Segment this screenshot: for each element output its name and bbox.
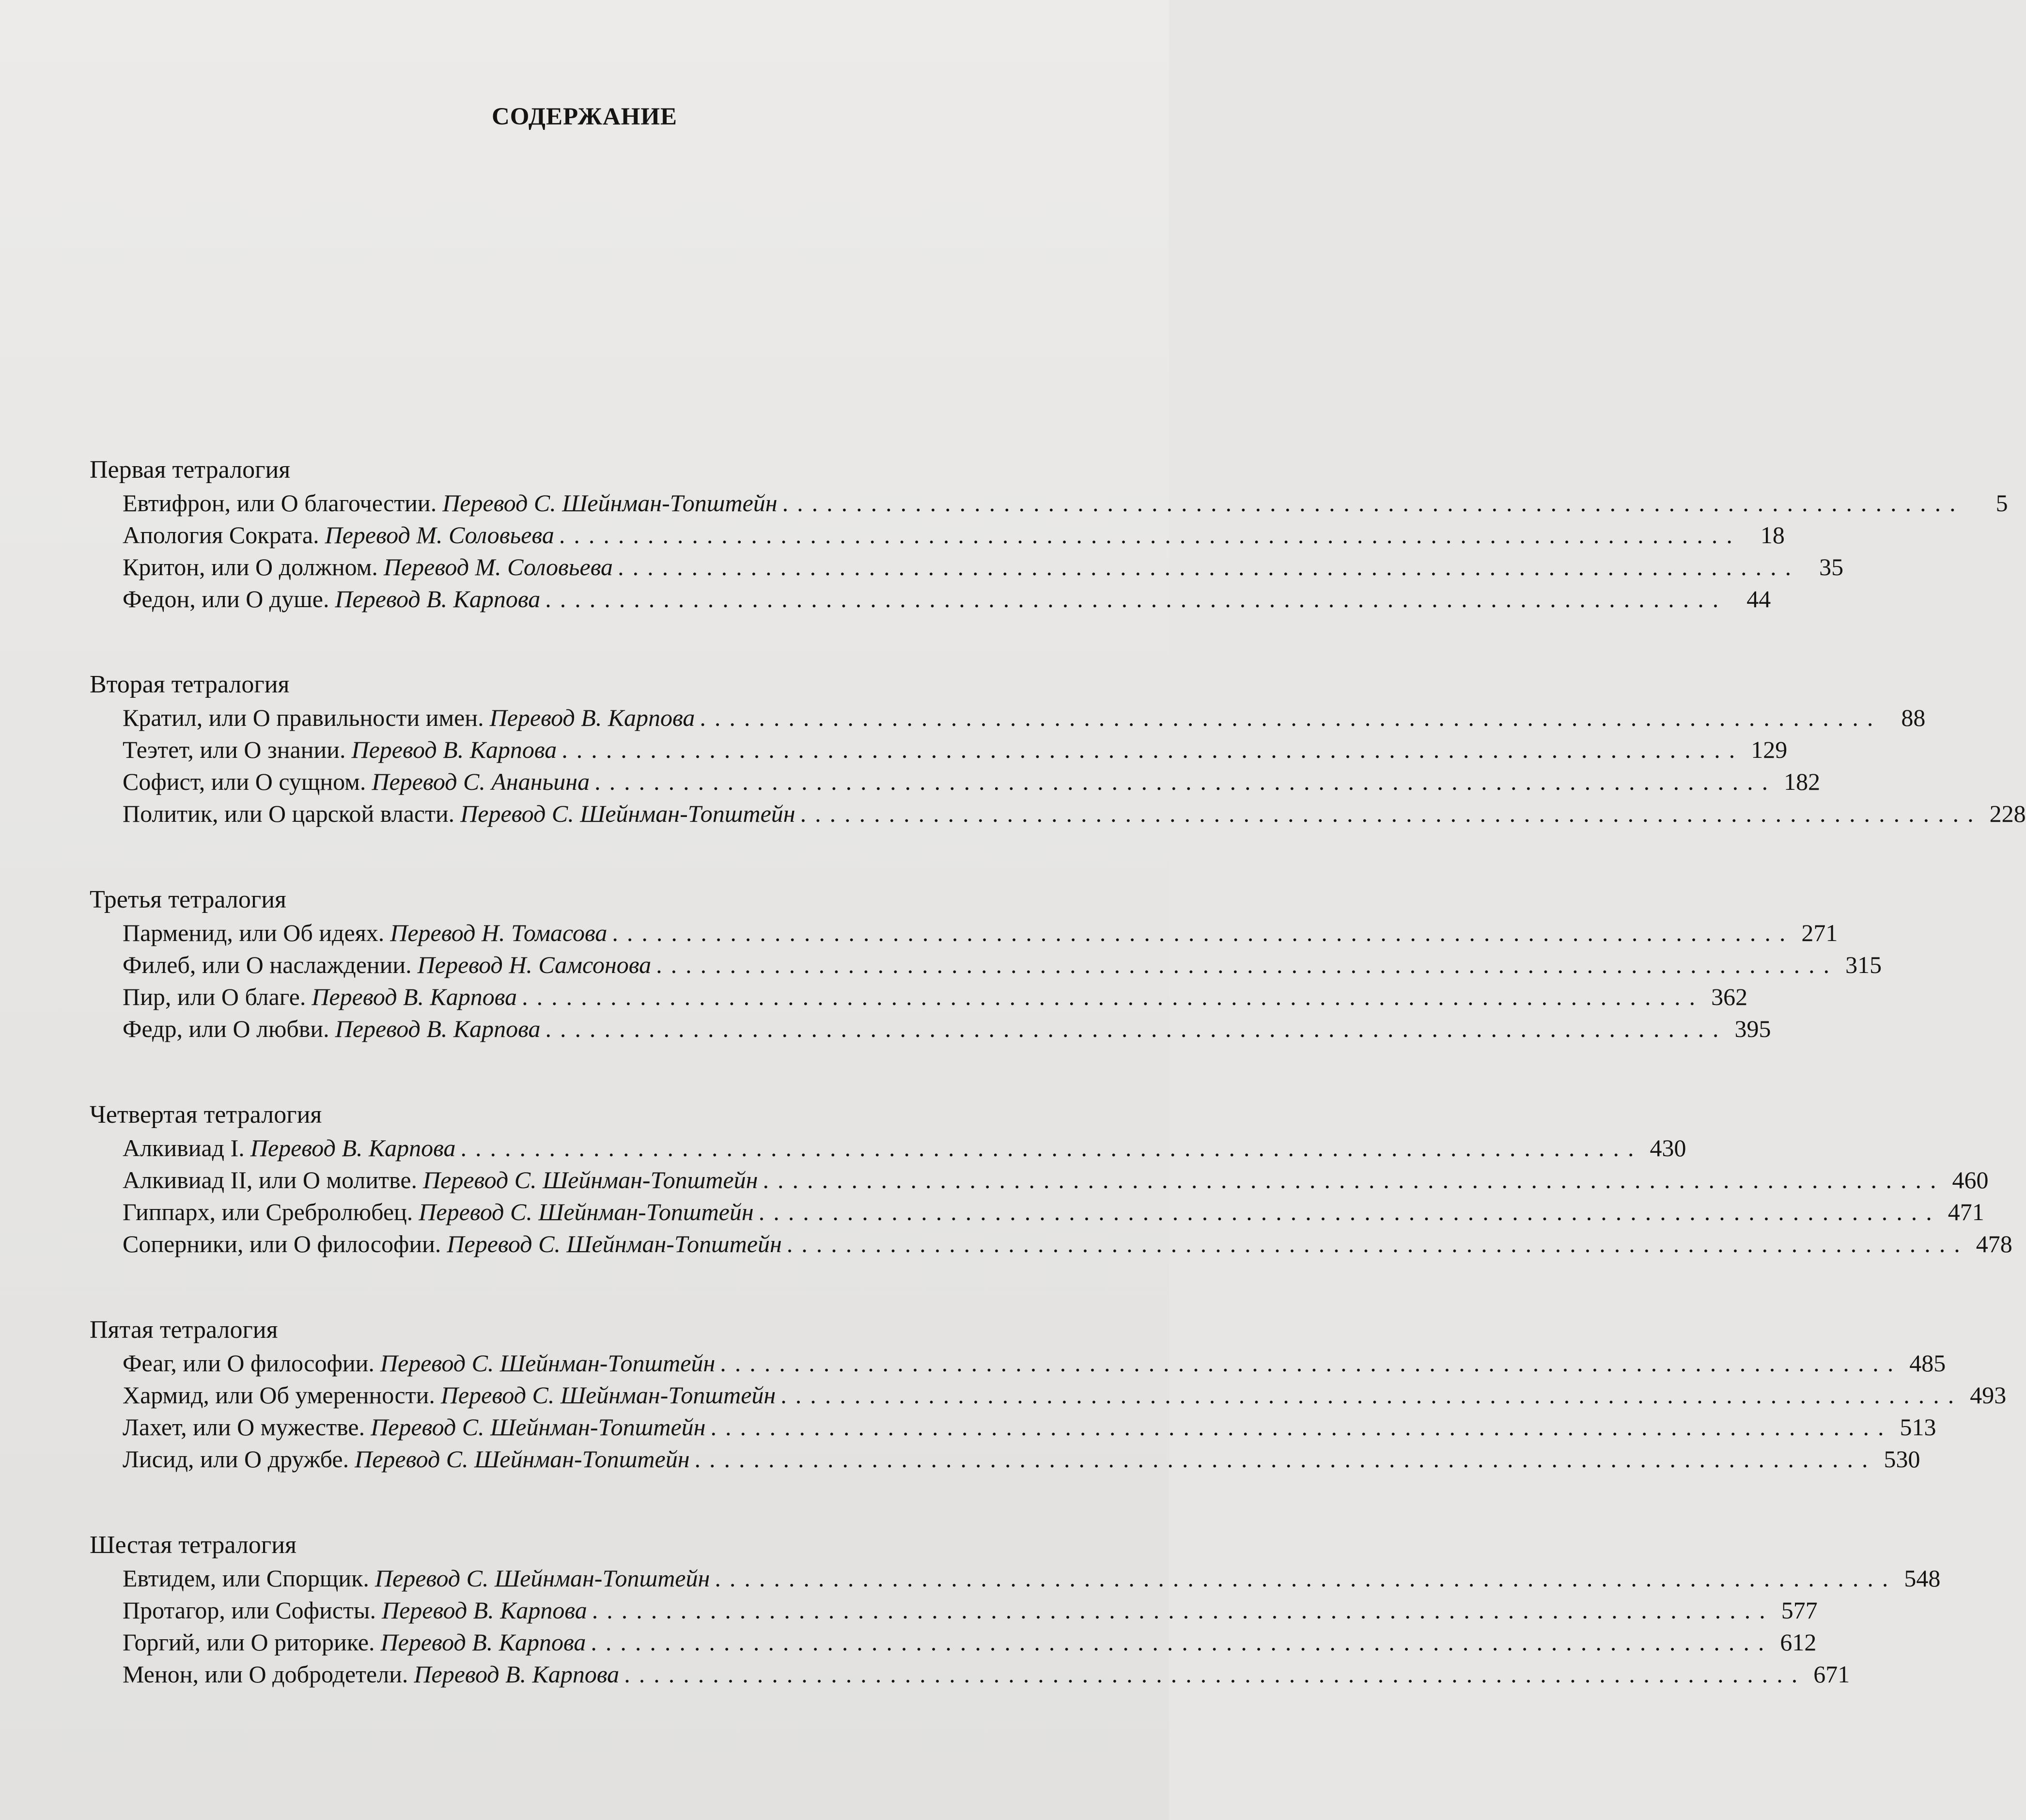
- entry-translator: Перевод М. Соловьева: [325, 521, 554, 549]
- toc-entry[interactable]: [123, 734, 1788, 766]
- leader-dots: ................................................................................: [694, 1445, 1877, 1473]
- toc-entry[interactable]: [123, 1013, 1771, 1045]
- page-title: СОДЕРЖАНИЕ: [491, 103, 678, 130]
- toc-entry[interactable]: [123, 1379, 2007, 1411]
- leader-dots: ................................................................................: [800, 800, 1982, 827]
- entry-title: Софист, или О сущном.: [123, 768, 366, 795]
- section-1: [90, 453, 2008, 615]
- entry-title: Теэтет, или О знании.: [123, 736, 346, 763]
- entry-page: 430: [1650, 1134, 1686, 1161]
- entry-title: Лисид, или О дружбе.: [123, 1445, 349, 1473]
- entry-translator: Перевод С. Шейнман-Топштейн: [442, 489, 778, 517]
- leader-dots: ................................................................................: [545, 585, 1728, 612]
- toc-entry[interactable]: [123, 798, 2026, 830]
- toc-entry[interactable]: [123, 981, 1748, 1013]
- toc-entry[interactable]: [123, 702, 1926, 734]
- entry-translator: Перевод С. Шейнман-Топштейн: [380, 1349, 716, 1377]
- entry-page: 471: [1948, 1198, 1984, 1225]
- section-title: Шестая тетралогия: [90, 1531, 296, 1559]
- entry-title: Пир, или О благе.: [123, 983, 306, 1010]
- entry-title: Апология Сократа.: [123, 521, 319, 549]
- leader-dots: ................................................................................: [561, 736, 1744, 763]
- entry-title: Хармид, или Об умеренности.: [123, 1381, 435, 1409]
- entry-translator: Перевод С. Шейнман-Топштейн: [447, 1230, 782, 1257]
- entry-page: 478: [1976, 1230, 2012, 1257]
- entry-translator: Перевод Н. Томасова: [390, 919, 608, 946]
- entry-page: 395: [1734, 1015, 1771, 1042]
- leader-dots: ................................................................................: [591, 1629, 1773, 1656]
- entry-translator: Перевод С. Шейнман-Топштейн: [419, 1198, 754, 1225]
- entry-page: 44: [1746, 585, 1771, 612]
- entry-translator: Перевод С. Шейнман-Топштейн: [371, 1413, 706, 1441]
- entry-page: 5: [1995, 489, 2008, 517]
- entry-page: 88: [1901, 704, 1926, 731]
- entry-title: Феаг, или О философии.: [123, 1349, 374, 1377]
- leader-dots: ................................................................................: [522, 983, 1704, 1010]
- leader-dots: ................................................................................: [656, 951, 1839, 978]
- toc-entry[interactable]: [123, 949, 1882, 981]
- entry-page: 18: [1760, 521, 1785, 549]
- section-5: [90, 1313, 2007, 1475]
- toc-entry[interactable]: [123, 1411, 1936, 1443]
- entry-translator: Перевод В. Карпова: [414, 1661, 620, 1688]
- entry-translator: Перевод С. Шейнман-Топштейн: [440, 1381, 776, 1409]
- leader-dots: ................................................................................: [545, 1015, 1728, 1042]
- entry-title: Соперники, или О философии.: [123, 1230, 441, 1257]
- entry-translator: Перевод Н. Самсонова: [417, 951, 652, 978]
- section-title: Первая тетралогия: [90, 456, 291, 484]
- entry-title: Кратил, или О правильности имен.: [123, 704, 484, 731]
- entry-title: Парменид, или Об идеях.: [123, 919, 385, 946]
- leader-dots: ................................................................................: [700, 704, 1882, 731]
- entry-translator: Перевод С. Шейнман-Топштейн: [374, 1565, 710, 1592]
- entry-translator: Перевод С. Ананьина: [372, 768, 590, 795]
- entry-translator: Перевод В. Карпова: [380, 1629, 586, 1656]
- entry-translator: Перевод С. Шейнман-Топштейн: [355, 1445, 690, 1473]
- toc-entry[interactable]: [123, 766, 1821, 798]
- entry-translator: Перевод В. Карпова: [312, 983, 517, 1010]
- leader-dots: ................................................................................: [715, 1565, 1897, 1592]
- leader-dots: ................................................................................: [758, 1198, 1941, 1225]
- toc-entry[interactable]: [123, 519, 1785, 551]
- entry-page: 577: [1781, 1597, 1818, 1624]
- toc-entry[interactable]: [123, 1132, 1686, 1164]
- entry-page: 35: [1819, 553, 1844, 581]
- entry-translator: Перевод В. Карпова: [381, 1597, 587, 1624]
- entry-page: 485: [1909, 1349, 1946, 1377]
- toc-entry[interactable]: [123, 1228, 2012, 1260]
- entry-title: Протагор, или Софисты.: [123, 1597, 376, 1624]
- leader-dots: ................................................................................: [720, 1349, 1902, 1377]
- entry-page: 271: [1801, 919, 1838, 946]
- toc-entry[interactable]: [123, 583, 1771, 615]
- entry-translator: Перевод В. Карпова: [250, 1134, 456, 1161]
- toc-entry[interactable]: [123, 1196, 1984, 1228]
- entry-title: Менон, или О добродетели.: [123, 1661, 408, 1688]
- entry-page: 228: [1989, 800, 2026, 827]
- entry-page: 129: [1751, 736, 1788, 763]
- entry-page: 362: [1711, 983, 1748, 1010]
- entry-title: Евтидем, или Спорщик.: [123, 1565, 369, 1592]
- entry-title: Алкивиад I.: [123, 1134, 245, 1161]
- entry-title: Критон, или О должном.: [123, 553, 378, 581]
- entry-title: Алкивиад II, или О молитве.: [123, 1166, 418, 1193]
- toc-entry[interactable]: [123, 487, 2008, 519]
- section-title: Вторая тетралогия: [90, 671, 290, 698]
- toc-entry[interactable]: [123, 1443, 1920, 1475]
- leader-dots: ................................................................................: [618, 553, 1800, 581]
- toc-entry[interactable]: [123, 1626, 1817, 1658]
- entry-page: 548: [1904, 1565, 1941, 1592]
- section-2: [90, 668, 2026, 830]
- leader-dots: ................................................................................: [592, 1597, 1774, 1624]
- entry-title: Гиппарх, или Сребролюбец.: [123, 1198, 413, 1225]
- leader-dots: ................................................................................: [710, 1413, 1893, 1441]
- entry-page: 513: [1900, 1413, 1936, 1441]
- entry-translator: Перевод С. Шейнман-Топштейн: [423, 1166, 758, 1193]
- entry-translator: Перевод С. Шейнман-Топштейн: [460, 800, 795, 827]
- toc-entry[interactable]: [123, 1658, 1850, 1690]
- leader-dots: ................................................................................: [763, 1166, 1945, 1193]
- leader-dots: ................................................................................: [786, 1230, 1969, 1257]
- entry-title: Федон, или О душе.: [123, 585, 329, 612]
- entry-title: Филеб, или О наслаждении.: [123, 951, 412, 978]
- leader-dots: ................................................................................: [460, 1134, 1643, 1161]
- section-title: Четвертая тетралогия: [90, 1101, 322, 1129]
- leader-dots: ................................................................................: [559, 521, 1741, 549]
- entry-page: 460: [1952, 1166, 1989, 1193]
- entry-title: Политик, или О царской власти.: [123, 800, 455, 827]
- entry-page: 182: [1784, 768, 1821, 795]
- toc-entry[interactable]: [123, 1594, 1818, 1626]
- toc-entry[interactable]: [123, 1347, 1946, 1379]
- entry-page: 315: [1845, 951, 1882, 978]
- leader-dots: ................................................................................: [594, 768, 1777, 795]
- entry-page: 493: [1970, 1381, 2007, 1409]
- entry-translator: Перевод В. Карпова: [489, 704, 695, 731]
- leader-dots: ................................................................................: [780, 1381, 1963, 1409]
- entry-translator: Перевод В. Карпова: [351, 736, 557, 763]
- section-3: [90, 883, 1882, 1045]
- toc-entry[interactable]: [123, 917, 1838, 949]
- section-title: Третья тетралогия: [90, 886, 286, 913]
- leader-dots: ................................................................................: [624, 1661, 1807, 1688]
- entry-title: Лахет, или О мужестве.: [123, 1413, 365, 1441]
- leader-dots: ................................................................................: [612, 919, 1794, 946]
- entry-page: 612: [1780, 1629, 1817, 1656]
- entry-page: 671: [1813, 1661, 1850, 1688]
- entry-translator: Перевод В. Карпова: [335, 585, 541, 612]
- entry-title: Федр, или О любви.: [123, 1015, 329, 1042]
- toc-entry[interactable]: [123, 551, 1844, 583]
- entry-title: Евтифрон, или О благочестии.: [123, 489, 437, 517]
- toc-entry[interactable]: [123, 1562, 1941, 1594]
- entry-translator: Перевод В. Карпова: [335, 1015, 541, 1042]
- section-6: [90, 1528, 1941, 1690]
- section-title: Пятая тетралогия: [90, 1316, 278, 1344]
- entry-translator: Перевод М. Соловьева: [383, 553, 613, 581]
- leader-dots: ................................................................................: [782, 489, 1964, 517]
- section-4: [90, 1098, 2012, 1260]
- toc-entry[interactable]: [123, 1164, 1989, 1196]
- entry-title: Горгий, или О риторике.: [123, 1629, 375, 1656]
- entry-page: 530: [1884, 1445, 1920, 1473]
